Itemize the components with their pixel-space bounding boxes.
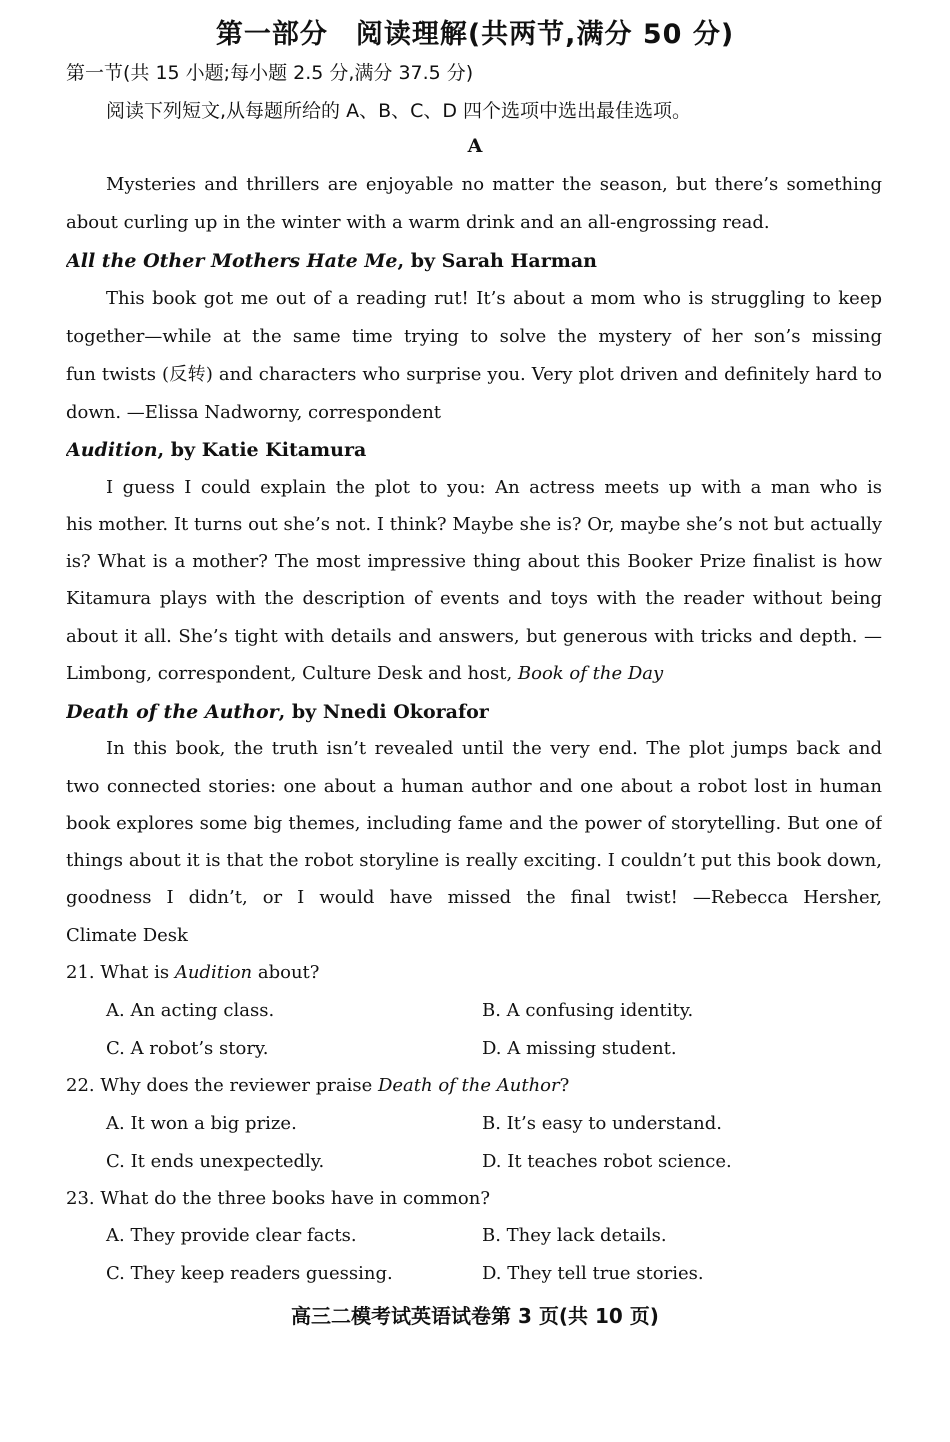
review-line: together—while at the same time trying to solve the mystery of her son’s missing (66, 326, 882, 347)
review-line: Kitamura plays with the description of events and toys with the reader without being (66, 588, 882, 609)
instructions: 阅读下列短文,从每题所给的 A、B、C、D 四个选项中选出最佳选项。 (106, 100, 692, 122)
review-line: fun twists (反转) and characters who surprise you. Very plot driven and definitely hard to (66, 364, 882, 385)
option-a[interactable]: A. An acting class. (106, 1000, 275, 1021)
book-title: Audition (66, 439, 158, 461)
option-a[interactable]: A. It won a big prize. (106, 1113, 297, 1134)
review-line: book explores some big themes, including fame and the power of storytelling. But one of (66, 813, 882, 834)
show-title: Book of the Day (517, 663, 664, 684)
review-line: down. —Elissa Nadworny, correspondent (66, 402, 442, 423)
option-b[interactable]: B. They lack details. (482, 1225, 667, 1246)
review-line: about it all. She’s tight with details and answers, but generous with tricks and depth. — (66, 626, 882, 647)
question-text: 22. Why does the reviewer praise (66, 1075, 378, 1096)
review-line: goodness I didn’t, or I would have missed the final twist! —Rebecca Hersher, (66, 887, 882, 908)
passage-label: A (467, 135, 483, 157)
review-line: Climate Desk (66, 925, 188, 946)
option-c[interactable]: C. A robot’s story. (106, 1038, 269, 1059)
question-text: about? (252, 962, 320, 983)
book-title: Death of the Author (66, 701, 279, 723)
review-text: Limbong, correspondent, Culture Desk and host, (66, 663, 518, 684)
page-footer: 高三二模考试英语试卷第 3 页(共 10 页) (291, 1304, 659, 1328)
book-author: , by Katie Kitamura (157, 439, 367, 461)
intro-line: about curling up in the winter with a warm drink and an all-engrossing read. (66, 212, 770, 233)
book-author: , by Nnedi Okorafor (278, 701, 489, 723)
question-23 (66, 1187, 490, 1211)
review-line: This book got me out of a reading rut! It’s about a mom who is struggling to keep (106, 288, 882, 309)
part-title: 第一部分 阅读理解(共两节,满分 50 分) (215, 19, 735, 50)
review-line: In this book, the truth isn’t revealed until the very end. The plot jumps back and (106, 738, 882, 759)
question-text: ? (559, 1075, 570, 1096)
section-heading: 第一节(共 15 小题;每小题 2.5 分,满分 37.5 分) (66, 62, 474, 84)
book-title: All the Other Mothers Hate Me (66, 250, 398, 272)
option-b[interactable]: B. It’s easy to understand. (482, 1113, 723, 1134)
review-line (66, 662, 882, 686)
book-heading (66, 700, 882, 724)
option-d[interactable]: D. They tell true stories. (482, 1263, 704, 1284)
question-text: 23. What do the three books have in common? (66, 1188, 491, 1209)
question-italic: Audition (174, 962, 253, 983)
option-c[interactable]: C. It ends unexpectedly. (106, 1151, 325, 1172)
review-line: I guess I could explain the plot to you: An actress meets up with a man who is (106, 477, 882, 498)
review-line: things about it is that the robot storyline is really exciting. I couldn’t put this book down, (66, 850, 882, 871)
option-b[interactable]: B. A confusing identity. (482, 1000, 694, 1021)
question-21 (66, 961, 319, 985)
question-text: 21. What is (66, 962, 175, 983)
question-italic: Death of the Author (377, 1075, 560, 1096)
question-22 (66, 1074, 569, 1098)
option-c[interactable]: C. They keep readers guessing. (106, 1263, 393, 1284)
book-heading (66, 249, 882, 273)
review-line: his mother. It turns out she’s not. I think? Maybe she is? Or, maybe she’s not but actually (66, 514, 882, 535)
option-d[interactable]: D. A missing student. (482, 1038, 677, 1059)
review-line: two connected stories: one about a human author and one about a robot lost in human (66, 776, 882, 797)
book-author: , by Sarah Harman (397, 250, 597, 272)
intro-line: Mysteries and thrillers are enjoyable no matter the season, but there’s something (106, 174, 882, 195)
book-heading (66, 438, 882, 462)
option-a[interactable]: A. They provide clear facts. (106, 1225, 357, 1246)
option-d[interactable]: D. It teaches robot science. (482, 1151, 732, 1172)
review-line: is? What is a mother? The most impressive thing about this Booker Prize finalist is how (66, 551, 882, 572)
